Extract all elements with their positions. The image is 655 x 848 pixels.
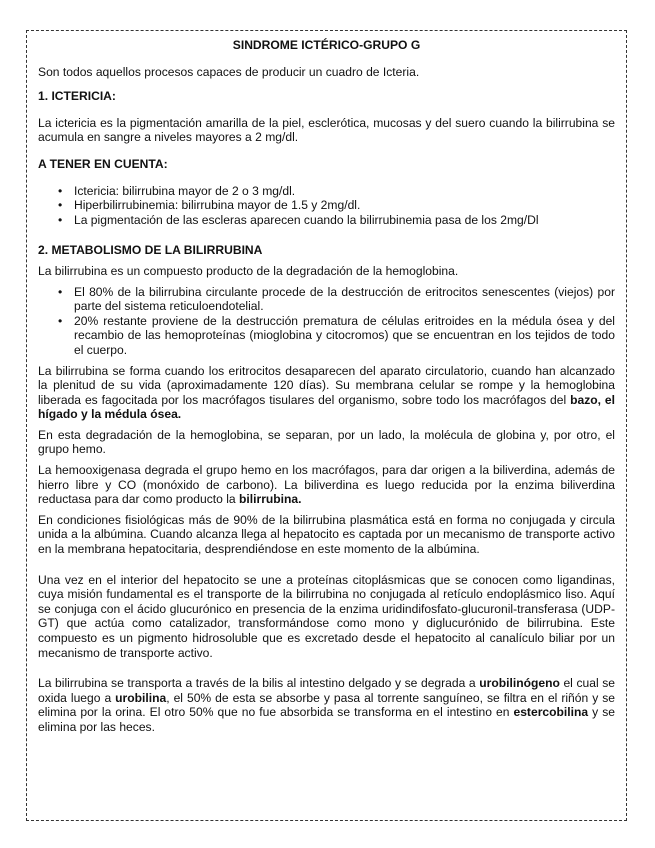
tener-en-cuenta-heading: A TENER EN CUENTA: [38,156,168,171]
section-1-heading: 1. ICTERICIA: [38,89,116,104]
section-2-paragraph-4: La hemooxigenasa degrada el grupo hemo en los macrófagos, para dar origen a la biliverdina, además de hierro libre y CO (monóxido de carbono). La biliverdina es luego reducida por la enzima biliverdina reductasa para dar como producto la bilirrubina. [38,463,615,507]
page-title: SINDROME ICTÉRICO-GRUPO G [232,38,421,52]
section-2-paragraph-6: Una vez en el interior del hepatocito se une a proteínas citoplásmicas que se conocen como ligandinas, cuya misión fundamental es el transporte de la bilirrubina no conjugada al retículo endoplásmico liso. Aquí se conjuga con el ácido glucurónico en presencia de la enzima uridindifosfato-glucuronil-transferasa (UDP-GT) que actúa como catalizador, transformándose como mono y diglucurónido de bilirrubina. Este compuesto es un pigmento hidrosoluble que es excretado desde el hepatocito al canalículo biliar por un mecanismo de transporte activo. [38,572,615,660]
bold-organs: bazo, el hígado y la médula ósea. [38,392,615,422]
bold-urobilinogeno: urobilinógeno [479,676,560,691]
bullet-icon: • [58,313,63,328]
bold-estercobilina: estercobilina [513,705,589,720]
list-item: • La pigmentación de las escleras aparecen cuando la bilirrubinemia pasa de los 2mg/Dl [58,212,539,227]
bullet-icon: • [58,212,63,227]
bullet-icon: • [58,198,63,213]
bullet-icon: • [58,284,63,299]
bold-bilirrubina: bilirrubina. [239,492,302,507]
bullet-icon: • [58,183,63,198]
list-item: • Hiperbilirrubinemia: bilirrubina mayor de 1.5 y 2mg/dl. [58,198,361,213]
section-2-heading: 2. METABOLISMO DE LA BILIRRUBINA [38,243,263,258]
section-2-paragraph-7: La bilirrubina se transporta a través de la bilis al intestino delgado y se degrada a urobilinógeno el cual se oxida luego a urobilina, el 50% de esta se absorbe y pasa al torrente sanguíneo, se filtra en el riñón y se elimina por la orina. El otro 50% que no fue absorbida se transforma en el intestino en estercobilina y se elimina por las heces. [38,676,616,734]
list-item: • 20% restante proviene de la destrucción prematura de células eritroides en la médula ósea y del recambio de las hemoproteínas (mioglobina y citocromos) que se encuentran en los tejidos de todo el cuerpo. [58,313,615,357]
section-2-paragraph-5: En condiciones fisiológicas más de 90% de la bilirrubina plasmática está en forma no conjugada y circula unida a la albúmina. Cuando alcanza llega al hepatocito es captada por un mecanismo de transporte activo en la membrana hepatocitaria, desprendiéndose en este momento de la albúmina. [38,512,615,557]
list-item: • El 80% de la bilirrubina circulante procede de la destrucción de eritrocitos senescentes (viejos) por parte del sistema reticuloendotelial. [58,284,615,314]
document-body [38,38,615,735]
tener-en-cuenta-list [38,184,615,228]
intro-paragraph: Son todos aquellos procesos capaces de producir un cuadro de Icteria. [38,64,420,79]
section-1-paragraph: La ictericia es la pigmentación amarilla de la piel, esclerótica, mucosas y del suero cuando la bilirrubina se acumula en sangre a niveles mayores a 2 mg/dl. [38,115,615,145]
section-2-paragraph-3: En esta degradación de la hemoglobina, se separan, por un lado, la molécula de globina y, por otro, el grupo hemo. [38,427,615,457]
section-2-paragraph-2: La bilirrubina se forma cuando los eritrocitos desaparecen del aparato circulatorio, cuando han alcanzado la plenitud de su vida (aproximadamente 120 días). Su membrana celular se rompe y la hemoglobina liberada es fagocitada por los macrófagos tisulares del organismo, sobre todo los macrófagos del bazo, el hígado y la médula ósea. [38,363,615,422]
bold-urobilina: urobilina [115,690,167,705]
section-2-paragraph-1: La bilirrubina es un compuesto producto de la degradación de la hemoglobina. [38,263,459,278]
section-2-list [38,285,615,358]
list-item: • Ictericia: bilirrubina mayor de 2 o 3 mg/dl. [58,183,296,198]
